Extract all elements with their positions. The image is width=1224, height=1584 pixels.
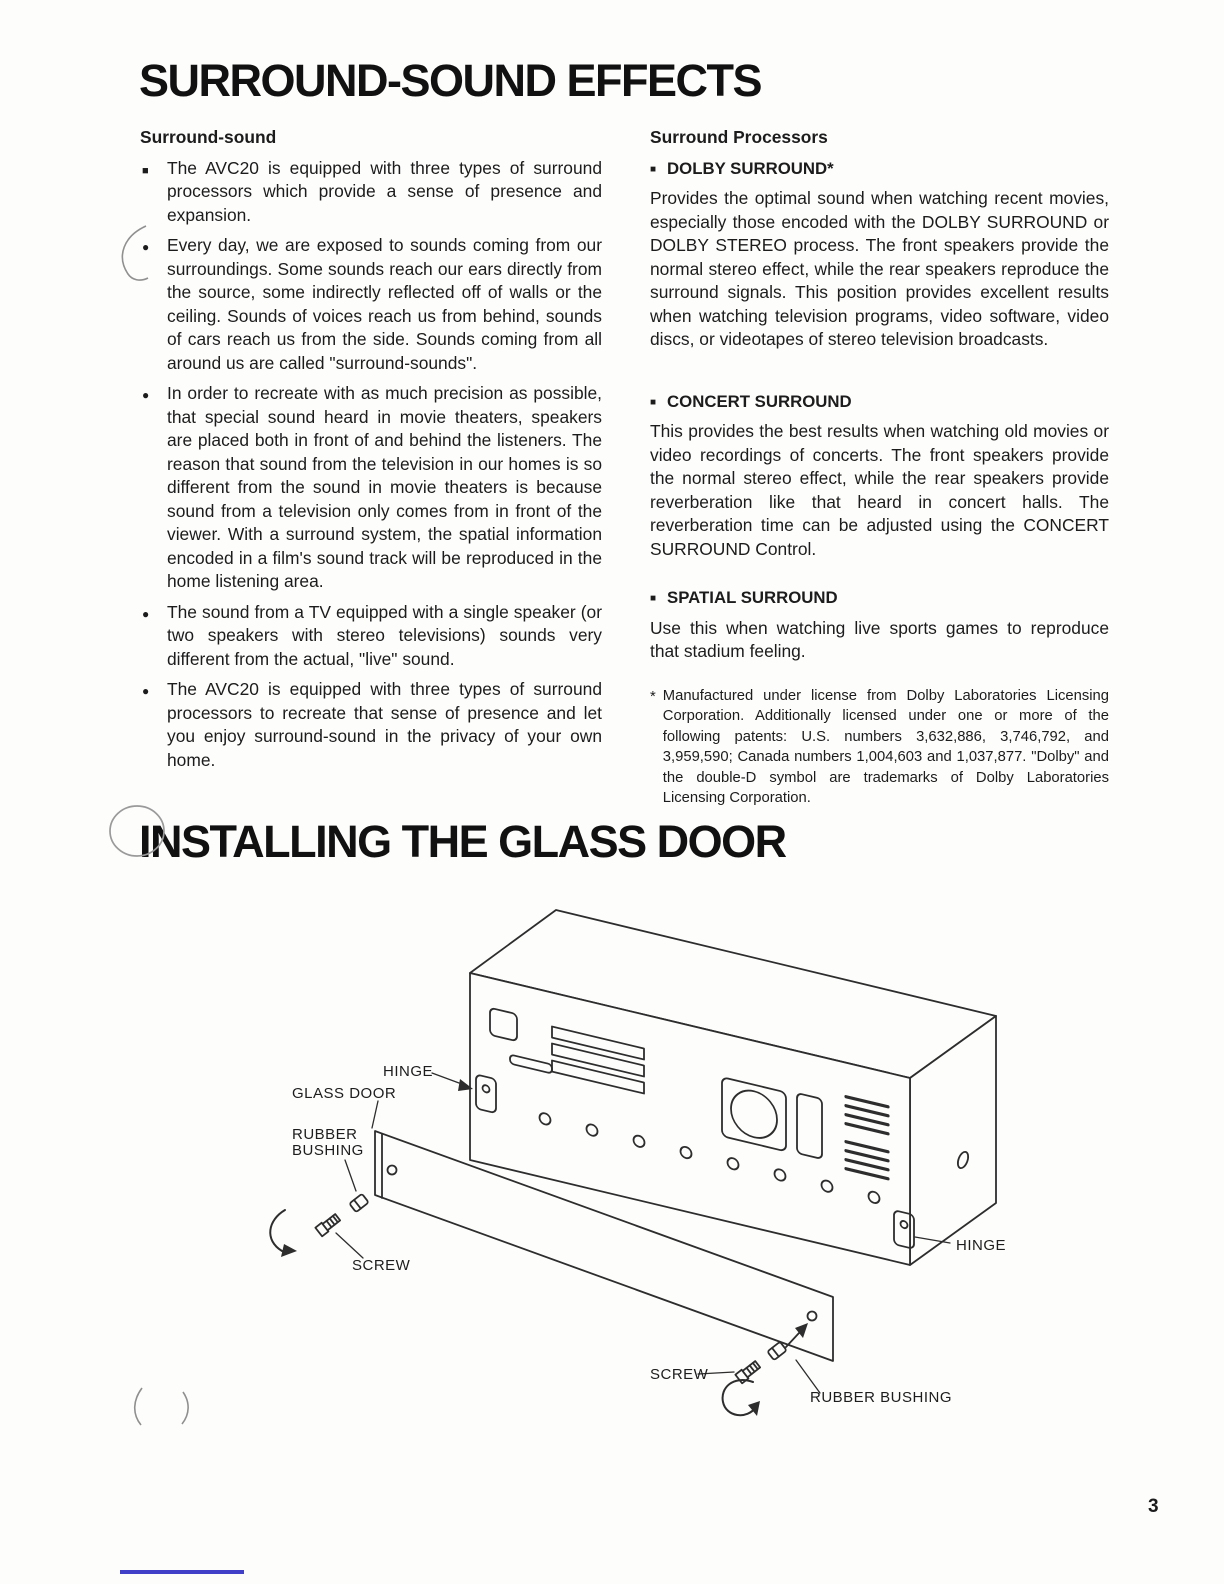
dolby-footnote [650,686,1109,809]
page-number: 3 [1148,1496,1159,1517]
subsection-heading [650,586,1109,613]
diagram-label-screw-left: SCREW [352,1257,411,1274]
right-column [650,126,1109,809]
rubber-bushing-left-drawing [349,1194,368,1213]
diagram-label-rubber: RUBBER [292,1126,358,1143]
bullet-item [140,382,602,594]
dot-bullet-icon [142,234,149,260]
diagram-label-hinge-right: HINGE [956,1237,1007,1254]
glass-door-installation-diagram [120,888,1040,1463]
dot-bullet-icon [142,382,149,408]
diagram-label-bushing: BUSHING [292,1142,364,1159]
square-bullet-icon [142,157,149,184]
subsection-dolby-surround [650,157,1109,352]
bullet-item-text: The AVC20 is equipped with three types of surround processors to recreate that sense of presence and let you enjoy surround-sound in the privacy of your own home. [167,679,602,770]
bullet-item-text: Every day, we are exposed to sounds coming from our surroundings. Some sounds reach our ears directly from the source, some indirectly reflected off of walls or the ceiling. Sounds of voices reach us from behind, sounds of cars reach us from the side. Sounds coming from all around us are called "surround-sounds". [167,235,602,373]
rotation-arrow-left-icon [270,1210,297,1257]
bullet-item [140,157,602,228]
bullet-item-text: The AVC20 is equipped with three types of surround processors which provide a sense of presence and expansion. [167,157,602,225]
subsection-body: Use this when watching live sports games to reproduce that stadium feeling. [650,617,1109,661]
section-title-surround-sound-effects: SURROUND-SOUND EFFECTS [139,55,762,106]
footnote-marker: * [650,688,656,705]
bullet-item [140,678,602,772]
rotation-arrow-right-icon [723,1380,760,1416]
scan-artifact-blue-line [120,1570,244,1574]
section-title-installing-glass-door: INSTALLING THE GLASS DOOR [139,816,786,867]
square-marker-icon [650,392,667,411]
square-marker-icon [650,159,667,178]
bullet-item-text: The sound from a TV equipped with a single speaker (or two speakers with stereo televisions) sounds very different from the actual, "live" sound. [167,601,602,669]
bullet-item-text: In order to recreate with as much precision as possible, that special sound heard in movie theaters, speakers are placed both in front of and behind the listeners. The reason that sound from the television in our homes is so different from the sound in movie theaters is because sound from a television only comes from in front of the viewer. With a surround system, the spatial information encoded in a film's sound track will be reproduced in the home listening area. [167,383,602,591]
subsection-body: Provides the optimal sound when watching recent movies, especially those encoded with the DOLBY SURROUND or DOLBY STEREO process. The front speakers provide the normal stereo effect, while the rear speakers reproduce the surround signals. This position provides excellent results when watching television programs, video software, video discs, or videotapes of stereo television broadcasts. [650,188,1109,349]
left-column [140,126,602,779]
square-marker-icon [650,588,667,607]
subsection-heading-text: CONCERT SURROUND [667,391,852,411]
diagram-label-glass-door: GLASS DOOR [292,1085,397,1102]
screw-left-drawing [315,1213,341,1236]
subsection-heading-text: SPATIAL SURROUND [667,588,838,607]
subsection-body: This provides the best results when watching old movies or video recordings of concerts. The front speakers provide the normal stereo effect, while the rear speakers provide reverberation like that heard in concert halls. The reverberation time can be adjusted using the CONCERT SURROUND Control. [650,421,1109,559]
subsection-heading [650,157,1109,184]
subsection-spatial-surround [650,586,1109,664]
footnote-text: Manufactured under license from Dolby Laboratories Licensing Corporation. Additionally licensed under one or more of the following patents: U.S. numbers 3,632,886, 3,746,792, and 3,959,590; Canada numbers 1,004,603 and 1,037,877. "Dolby" and the double-D symbol are trademarks of Dolby Laboratories Licensing Corporation. [662,687,1109,806]
bullet-item [140,601,602,672]
right-column-heading: Surround Processors [650,127,828,147]
dot-bullet-icon [142,678,149,704]
surround-sound-bullet-list [140,157,602,773]
subsection-heading-text: DOLBY SURROUND* [667,158,834,178]
diagram-label-rubber-bushing-bottom: RUBBER BUSHING [810,1389,953,1406]
subsection-heading [650,390,1109,417]
diagram-label-screw-bottom: SCREW [650,1366,709,1383]
subsection-concert-surround [650,390,1109,562]
left-column-heading: Surround-sound [140,127,277,147]
bullet-item [140,234,602,375]
diagram-label-hinge-top: HINGE [383,1063,434,1080]
rubber-bushing-right-drawing [767,1342,786,1361]
dot-bullet-icon [142,601,149,627]
